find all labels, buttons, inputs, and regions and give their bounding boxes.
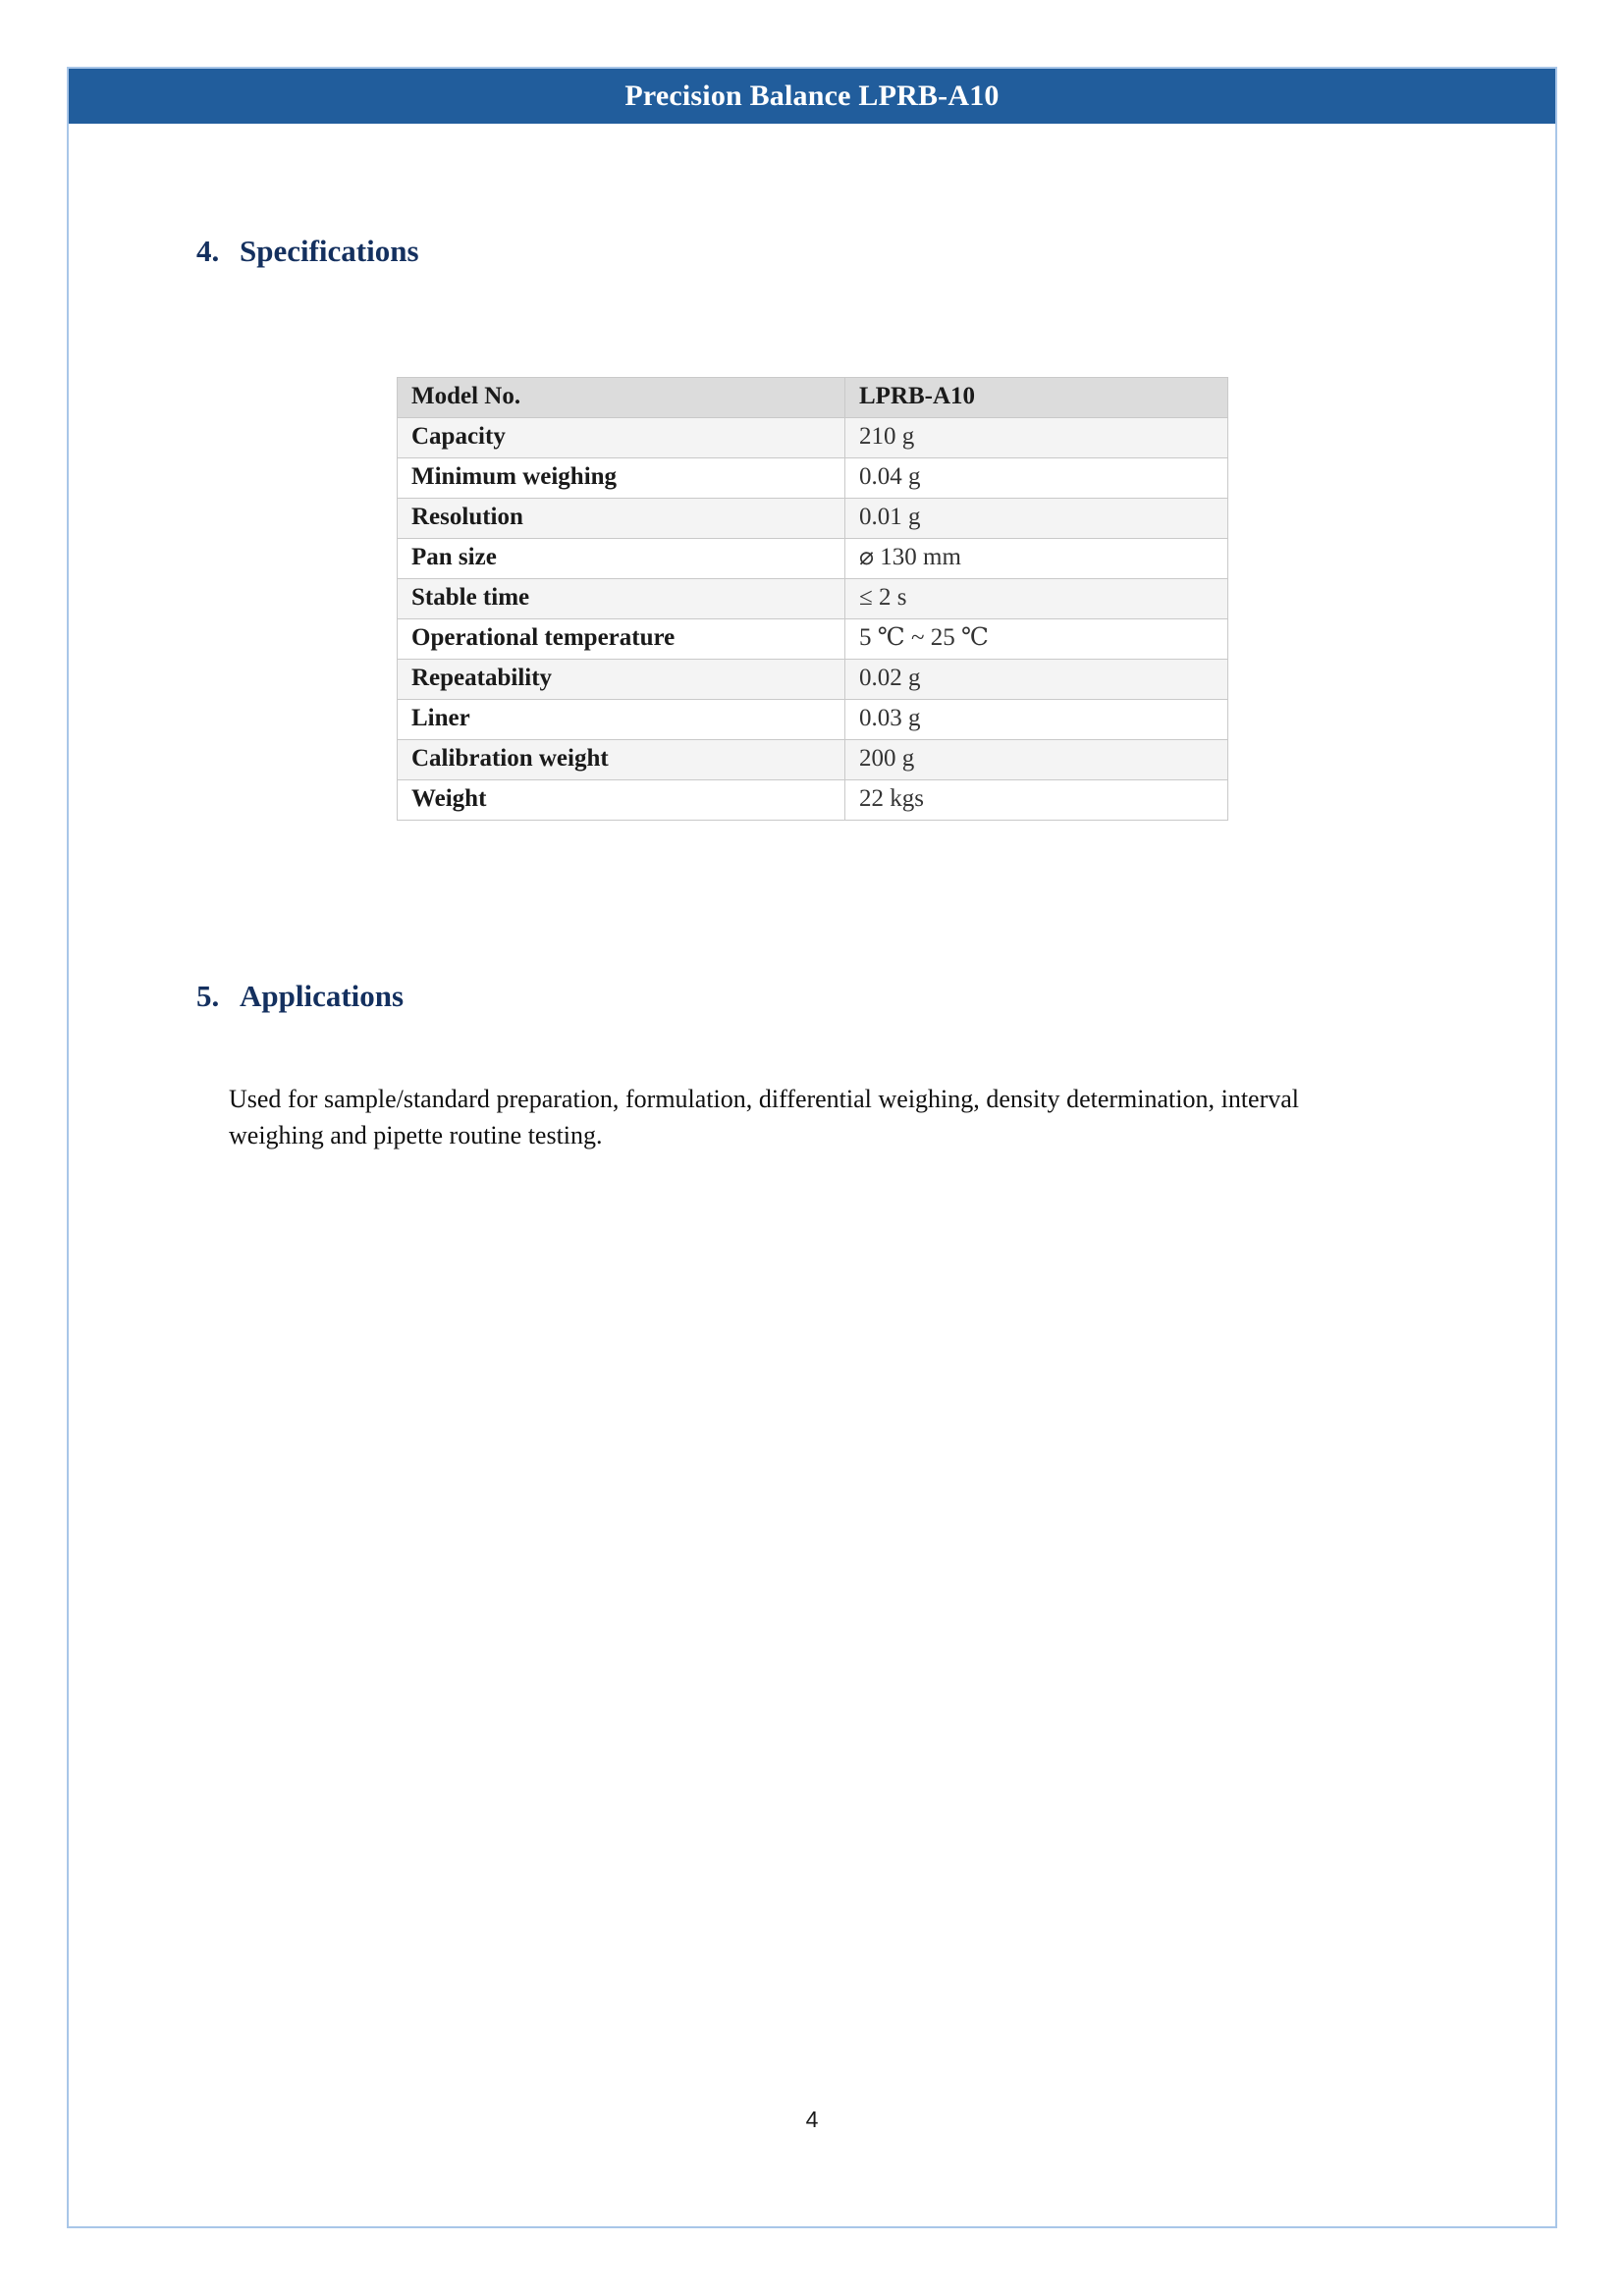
table-row <box>398 458 1228 499</box>
section-heading-specifications <box>196 234 419 269</box>
section-title-specifications: Specifications <box>240 234 419 268</box>
table-cell-label: Stable time <box>398 579 845 619</box>
table-row <box>398 539 1228 579</box>
table-header-cell-parameter: Model No. <box>398 378 845 418</box>
table-cell-label: Repeatability <box>398 660 845 700</box>
table-cell-value: 0.04 g <box>845 458 1228 499</box>
table-row <box>398 418 1228 458</box>
specifications-table-container <box>397 377 1227 821</box>
table-cell-value: 210 g <box>845 418 1228 458</box>
table-cell-value: 5 ℃ ~ 25 ℃ <box>845 619 1228 660</box>
table-cell-label: Resolution <box>398 499 845 539</box>
table-row <box>398 700 1228 740</box>
table-header-row <box>398 378 1228 418</box>
table-cell-value: 22 kgs <box>845 780 1228 821</box>
table-cell-value: 200 g <box>845 740 1228 780</box>
section-number-applications: 5. <box>196 979 220 1013</box>
document-title: Precision Balance LPRB-A10 <box>624 80 1000 112</box>
table-row <box>398 740 1228 780</box>
table-cell-value: 0.03 g <box>845 700 1228 740</box>
table-cell-value: 0.01 g <box>845 499 1228 539</box>
table-row <box>398 499 1228 539</box>
table-cell-label: Operational temperature <box>398 619 845 660</box>
section-number-specifications: 4. <box>196 234 220 268</box>
table-header-cell-model: LPRB-A10 <box>845 378 1228 418</box>
page-content <box>69 124 1555 2226</box>
table-cell-label: Liner <box>398 700 845 740</box>
table-cell-value: ⌀ 130 mm <box>845 539 1228 579</box>
page-number: 4 <box>805 2107 819 2132</box>
table-cell-label: Capacity <box>398 418 845 458</box>
document-header-banner <box>69 69 1555 124</box>
applications-body-text: Used for sample/standard preparation, formulation, differential weighing, density determination, interval weighing and pipette routine testing. <box>229 1085 1299 1149</box>
table-cell-label: Minimum weighing <box>398 458 845 499</box>
section-title-applications: Applications <box>240 979 405 1013</box>
table-cell-label: Pan size <box>398 539 845 579</box>
section-heading-applications <box>196 979 404 1014</box>
table-cell-value: ≤ 2 s <box>845 579 1228 619</box>
table-cell-value: 0.02 g <box>845 660 1228 700</box>
table-row <box>398 579 1228 619</box>
table-row <box>398 619 1228 660</box>
specifications-table <box>397 377 1228 821</box>
table-row <box>398 780 1228 821</box>
table-cell-label: Weight <box>398 780 845 821</box>
table-row <box>398 660 1228 700</box>
table-cell-label: Calibration weight <box>398 740 845 780</box>
